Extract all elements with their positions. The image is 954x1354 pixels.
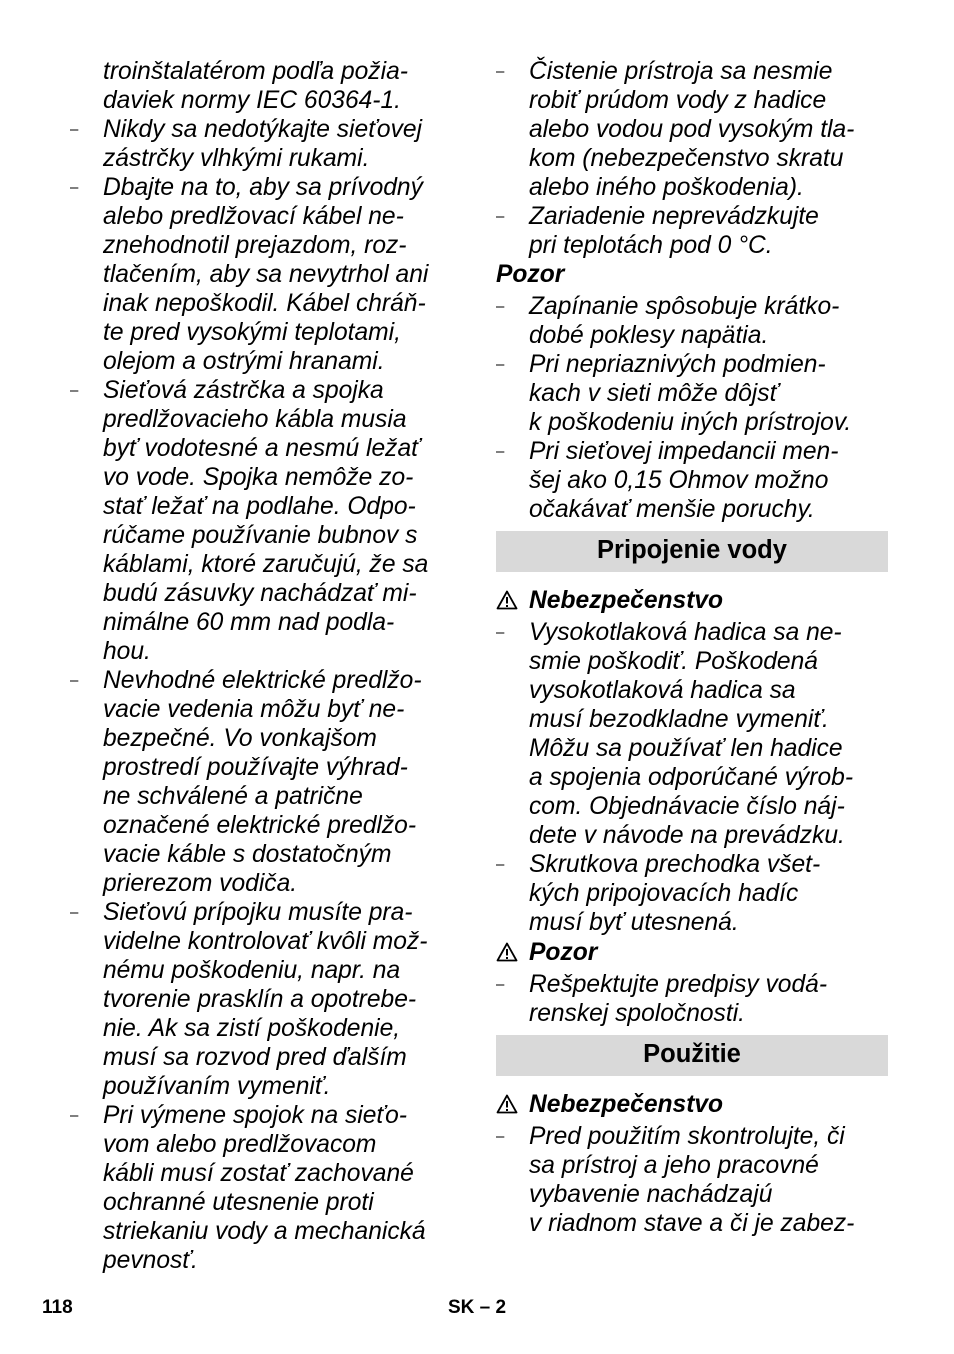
list-item-text: Pri výmene spojok na sieťo- vom alebo predlžovacom kábli musí zostať zachované ochranné utesnenie proti striekaniu vody a mechanická pevnosť.: [103, 1102, 426, 1274]
page-label: SK – 2: [448, 1297, 507, 1318]
warning-triangle-icon: [496, 1090, 529, 1119]
danger-heading: [496, 586, 888, 615]
list-item: [496, 202, 888, 260]
list-item: [496, 437, 888, 524]
list-item: [70, 376, 470, 666]
list-item: [70, 1101, 470, 1275]
section-heading-water-connection: Pripojenie vody: [496, 531, 888, 572]
left-column: [70, 57, 470, 1275]
list-item: [496, 350, 888, 437]
bullet-dash: –: [496, 624, 505, 641]
list-item-text: Čistenie prístroja sa nesmie robiť prúdom vody z hadice alebo vodou pod vysokým tla- kom (nebezpečenstvo skratu alebo iného poškodenia).: [529, 58, 855, 201]
bullet-dash: –: [496, 856, 505, 873]
list-item-text: Nevhodné elektrické predlžo- vacie vedenia môžu byť ne- bezpečné. Vo vonkajšom prostredí používajte výhrad- ne schválené a patrične označené elektrické predlžo- vacie káble s dostatočným prierezom vodiča.: [103, 667, 422, 897]
bullet-dash: –: [70, 179, 79, 196]
list-item: [496, 850, 888, 937]
bullet-dash: –: [496, 63, 505, 80]
list-item-text: Nikdy sa nedotýkajte sieťovej zástrčky vlhkými rukami.: [103, 116, 423, 172]
list-item: [496, 292, 888, 350]
list-item-text: Sieťová zástrčka a spojka predlžovacieho kábla musia byť vodotesné a nesmú ležať vo vode. Spojka nemôže zo- stať ležať na podlahe. Odpo- rúčame používanie bubnov s káblami, ktoré zaručujú, že sa budú zásuvky nachádzať mi- nimálne 60 mm nad podla- hou.: [103, 377, 429, 665]
list-item-text: Sieťovú prípojku musíte pra- videlne kontrolovať kvôli mož- nému poškodeniu, napr. na tvorenie prasklín a opotrebe- nie. Ak sa zistí poškodenie, musí sa rozvod pred ďalším používaním vymeniť.: [103, 899, 428, 1100]
danger-label: Nebezpečenstvo: [529, 587, 724, 614]
bullet-dash: –: [496, 443, 505, 460]
list-item: [496, 618, 888, 850]
bullet-dash: –: [70, 121, 79, 138]
warning-triangle-icon: [496, 938, 529, 967]
warning-triangle-icon: [496, 586, 529, 615]
caution-label: Pozor: [529, 939, 598, 966]
list-item: [70, 898, 470, 1101]
list-item: [496, 1122, 888, 1238]
bullet-dash: –: [70, 672, 79, 689]
list-item-text: Skrutkova prechodka všet- kých pripojovacích hadíc musí byť utesnená.: [529, 851, 821, 936]
bullet-dash: –: [496, 356, 505, 373]
list-item-text: Pri sieťovej impedancii men- šej ako 0,15 Ohmov možno očakávať menšie poruchy.: [529, 438, 839, 523]
bullet-dash: –: [496, 976, 505, 993]
list-item: [70, 666, 470, 898]
intro-paragraph: troinštalatérom podľa požia- daviek normy IEC 60364-1.: [103, 58, 408, 114]
list-item-text: Dbajte na to, aby sa prívodný alebo predlžovací kábel ne- znehodnotil prejazdom, roz- tlačením, aby sa nevytrhol ani inak nepoškodil. Kábel chráň- te pred vysokými teplotami, olejom a ostrými hranami.: [103, 174, 429, 375]
caution-heading: [496, 938, 888, 967]
section-heading-use: Použitie: [496, 1035, 888, 1076]
caution-label: Pozor: [496, 261, 565, 288]
danger-heading: [496, 1090, 888, 1119]
list-item-text: Pred použitím skontrolujte, či sa prístroj a jeho pracovné vybavenie nachádzajú v riadnom stave a či je zabez-: [529, 1123, 855, 1237]
list-item-text: Rešpektujte predpisy vodá- renskej spoločnosti.: [529, 971, 828, 1027]
bullet-dash: –: [70, 382, 79, 399]
bullet-dash: –: [70, 904, 79, 921]
caution-heading: [496, 260, 888, 289]
list-item-text: Pri nepriaznivých podmien- kach v sieti môže dôjsť k poškodeniu iných prístrojov.: [529, 351, 852, 436]
list-item: [70, 173, 470, 376]
bullet-dash: –: [496, 298, 505, 315]
bullet-dash: –: [496, 1128, 505, 1145]
list-item: [496, 57, 888, 202]
list-item-text: Zapínanie spôsobuje krátko- dobé poklesy napätia.: [529, 293, 840, 349]
list-item: [496, 970, 888, 1028]
bullet-dash: –: [70, 1107, 79, 1124]
list-item-text: Vysokotlaková hadica sa ne- smie poškodiť. Poškodená vysokotlaková hadica sa musí bezodkladne vymeniť. Môžu sa používať len hadice a spojenia odporúčané výrob- com. Objednávacie číslo náj- dete v návode na prevádzku.: [529, 619, 854, 849]
list-item: [70, 115, 470, 173]
page-number: 118: [42, 1297, 73, 1318]
right-column: [496, 57, 888, 1238]
list-item-text: Zariadenie neprevádzkujte pri teplotách pod 0 °C.: [529, 203, 819, 259]
danger-label: Nebezpečenstvo: [529, 1091, 724, 1118]
bullet-dash: –: [496, 208, 505, 225]
